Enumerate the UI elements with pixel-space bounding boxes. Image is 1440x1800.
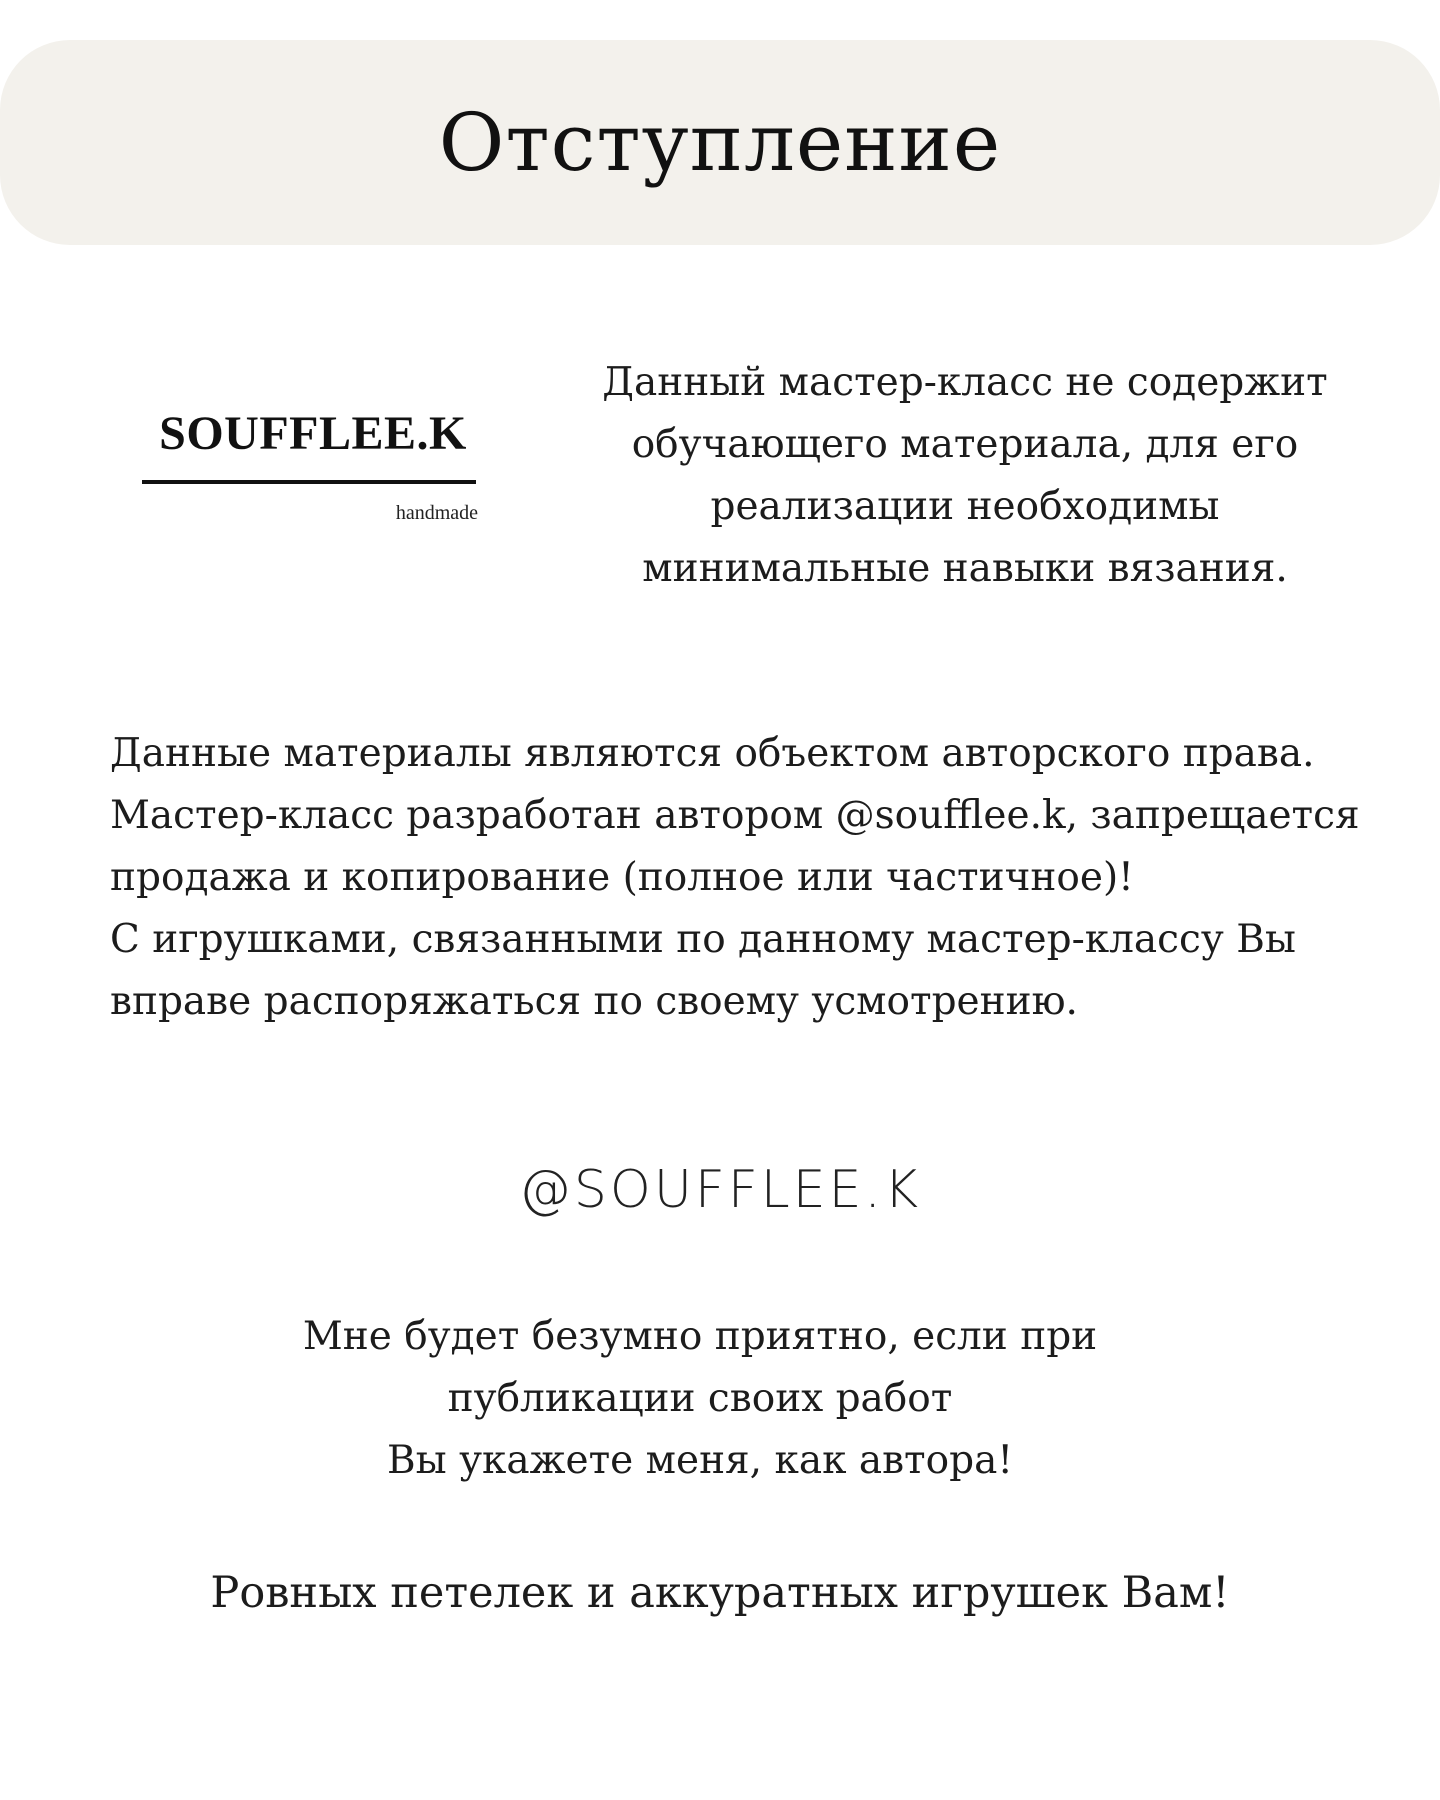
intro-line: Данный мастер-класс не содержит <box>602 360 1328 405</box>
copyright-line: С игрушками, связанными по данному мастер-классу Вы <box>110 917 1296 962</box>
copyright-line: Данные материалы являются объектом авторского права. <box>110 731 1315 776</box>
author-handle: @SOUFFLEE.K <box>518 1160 922 1220</box>
closing-wish: Ровных петелек и аккуратных игрушек Вам! <box>210 1568 1230 1618</box>
intro-line: обучающего материала, для его <box>631 422 1299 467</box>
logo-underline <box>142 480 476 484</box>
page-title: Отступление <box>438 96 1002 189</box>
copyright-line: продажа и копирование (полное или частичное)! <box>110 855 1134 900</box>
logo-subtitle: handmade <box>395 502 478 524</box>
intro-line: минимальные навыки вязания. <box>642 546 1288 591</box>
logo-name: SOUFFLEE.K <box>159 407 467 460</box>
request-line: публикации своих работ <box>447 1376 953 1421</box>
brand-logo <box>140 407 486 525</box>
request-line: Мне будет безумно приятно, если при <box>302 1314 1098 1359</box>
copyright-line: Мастер-класс разработан автором @soufflee.k, запрещается <box>110 793 1360 838</box>
copyright-paragraph <box>110 723 1360 1033</box>
header-banner <box>0 40 1440 245</box>
intro-line: реализации необходимы <box>710 484 1220 529</box>
copyright-line: вправе распоряжаться по своему усмотрению. <box>110 979 1078 1024</box>
attribution-request <box>230 1306 1170 1492</box>
intro-paragraph <box>590 352 1340 600</box>
request-line: Вы укажете меня, как автора! <box>386 1438 1014 1483</box>
